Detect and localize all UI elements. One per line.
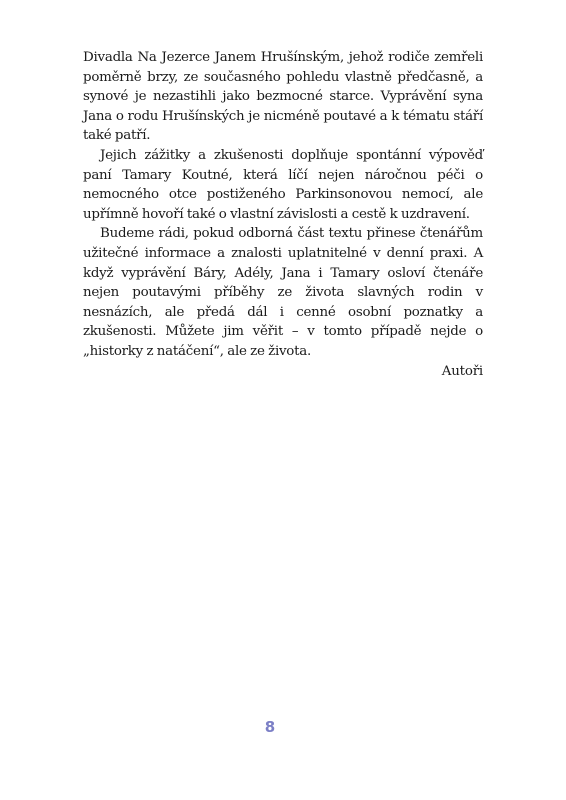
page-number: 8 xyxy=(264,718,276,736)
signature: Autoři xyxy=(441,363,483,379)
paragraph-2: Jejich zážitky a zkušenosti doplňuje spontánní výpověď paní Tamary Koutné, která líčí nejen náročnou péči o nemocného otce postiženého Parkinsonovou nemocí, ale upřímně hovoří také o vlastní závislosti a cestě k uzdravení. xyxy=(83,147,483,222)
paragraph-1: Divadla Na Jezerce Janem Hrušínským, jehož rodiče zemřeli poměrně brzy, ze současného pohledu vlastně předčasně, a synové je nezastihli jako bezmocné starce. Vyprávění syna Jana o rodu Hrušínských je nicméně poutavé a k tématu stáří také patří. xyxy=(83,50,483,144)
paragraph-3: Budeme rádi, pokud odborná část textu přinese čtenářům užitečné informace a znalosti uplatnitelné v denní praxi. A když vyprávění Báry, Adély, Jana i Tamary osloví čtenáře nejen poutavými příběhy ze života slavných rodin v nesnázích, ale předá dál i cenné osobní poznatky a zkušenosti. Můžete jim věřit – v tomto případě nejde o „historky z natáčení“, ale ze života. xyxy=(83,226,483,359)
page-body xyxy=(83,48,483,381)
